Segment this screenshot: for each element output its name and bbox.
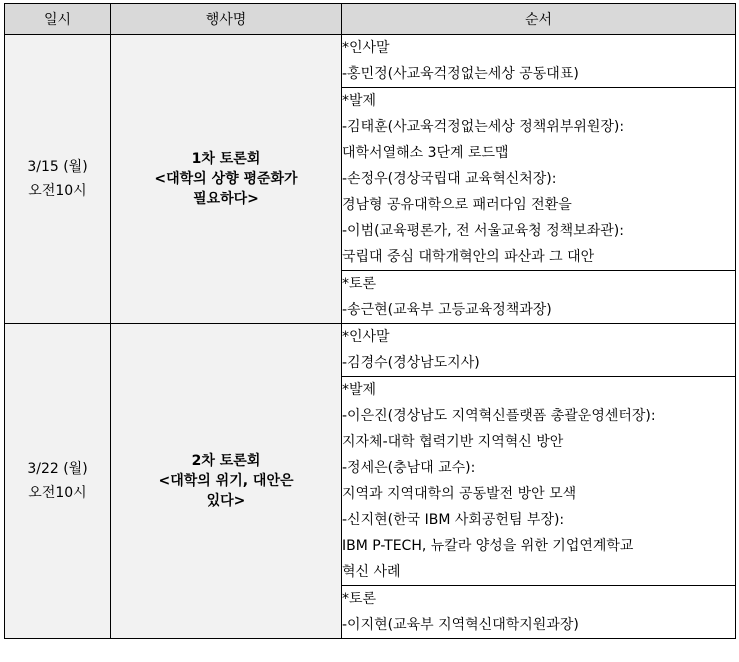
header-row [5, 4, 736, 35]
event-title-cell [111, 324, 342, 639]
segment-heading: *인사말 [342, 40, 390, 56]
segment-line: -김태훈(사교육걱정없는세상 정책위부위원장): [342, 119, 625, 135]
segment-line: 국립대 중심 대학개혁안의 파산과 그 대안 [342, 249, 595, 265]
segment-heading: *발제 [342, 93, 377, 109]
event-title-text: 있다> [206, 493, 246, 509]
program-segment [342, 271, 736, 324]
program-segment [342, 35, 736, 88]
event-title-text: 필요하다> [193, 191, 259, 207]
event-title-text: <대학의 위기, 대안은 [158, 473, 294, 489]
date-text: 3/22 (월) [27, 461, 88, 477]
segment-line: -송근현(교육부 고등교육정책과장) [342, 302, 552, 318]
segment-line: 혁신 사례 [342, 564, 401, 580]
program-segment [342, 324, 736, 377]
header-event: 행사명 [111, 4, 342, 35]
segment-line: -신지현(한국 IBM 사회공헌팀 부장): [342, 512, 565, 528]
segment-line: -이지현(교육부 지역혁신대학지원과장) [342, 617, 579, 633]
event-title-cell [111, 35, 342, 324]
schedule-table [4, 3, 736, 639]
segment-line: 지역과 지역대학의 공동발전 방안 모색 [342, 486, 577, 502]
segment-line: 대학서열해소 3단계 로드맵 [342, 145, 509, 161]
event-title-text: 2차 토론회 [191, 453, 261, 469]
segment-line: 지자체-대학 협력기반 지역혁신 방안 [342, 434, 564, 450]
date-text: 오전10시 [28, 183, 87, 199]
program-segment [342, 586, 736, 639]
segment-heading: *발제 [342, 382, 377, 398]
header-order: 순서 [342, 4, 736, 35]
segment-line: -홍민정(사교육걱정없는세상 공동대표) [342, 66, 579, 82]
segment-heading: *토론 [342, 591, 377, 607]
segment-line: -이은진(경상남도 지역혁신플랫폼 총괄운영센터장): [342, 408, 656, 424]
segment-line: 경남형 공유대학으로 패러다임 전환을 [342, 197, 572, 213]
program-segment [342, 88, 736, 271]
program-segment [342, 377, 736, 586]
date-cell [5, 35, 111, 324]
table-row [5, 324, 736, 377]
event-title-text: <대학의 상향 평준화가 [154, 171, 298, 187]
segment-line: IBM P-TECH, 뉴칼라 양성을 위한 기업연계학교 [342, 538, 634, 554]
segment-line: -김경수(경상남도지사) [342, 355, 480, 371]
segment-line: -이범(교육평론가, 전 서울교육청 정책보좌관): [342, 223, 624, 239]
segment-heading: *인사말 [342, 329, 390, 345]
date-text: 3/15 (월) [27, 159, 88, 175]
segment-line: -정세은(충남대 교수): [342, 460, 476, 476]
segment-heading: *토론 [342, 276, 377, 292]
date-cell [5, 324, 111, 639]
date-text: 오전10시 [28, 485, 87, 501]
header-date: 일시 [5, 4, 111, 35]
table-row [5, 35, 736, 88]
segment-line: -손정우(경상국립대 교육혁신처장): [342, 171, 557, 187]
event-title-text: 1차 토론회 [191, 151, 261, 167]
